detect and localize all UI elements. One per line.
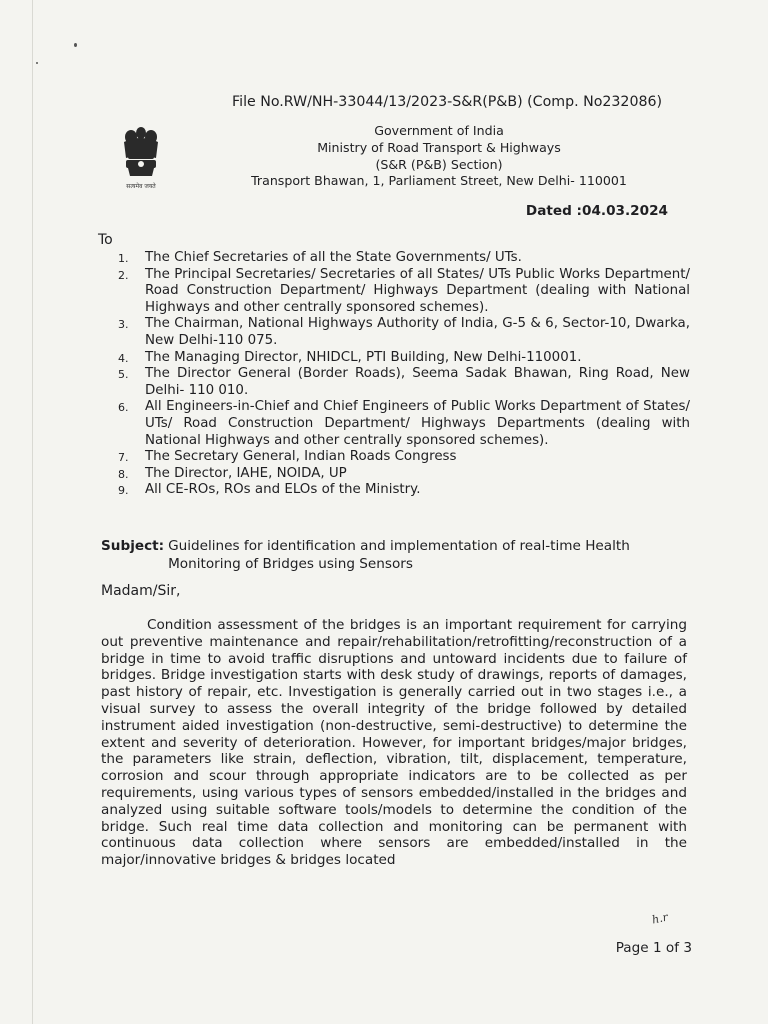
body-paragraph: Condition assessment of the bridges is an important requirement for carrying out preventive maintenance and repair/rehabilitation/retrofitting/reconstruction of a bridge in time to avoid traffic disruptions and untoward incidents due to failure of bridges. Bridge investigation starts with desk study of drawings, reports of damages, past history of repair, etc. Investigation is generally carried out in two stages i.e., a visual survey to assess the overall integrity of the bridge followed by detailed instrument aided investigation (non-destructive, semi-destructive) to determine the extent and severity of deterioration. However, for important bridges/major bridges, the parameters like strain, deflection, vibration, tilt, displacement, temperature, corrosion and scour through appropriate indicators are to be collected as per requirements, using various types of sensors embedded/installed in the bridges and analyzed using suitable software tools/models to determine the condition of the bridge. Such real time data collection and monitoring can be permanent with continuous data collection where sensors are embedded/installed in the major/innovative bridges & bridges located — [101, 617, 687, 869]
salutation: Madam/Sir, — [101, 583, 181, 599]
page-number: Page 1 of 3 — [615, 940, 692, 956]
handwritten-initials: h.r — [650, 910, 670, 927]
recipient-item — [118, 350, 690, 367]
subject-label: Subject: — [101, 538, 165, 554]
recipient-text: All Engineers-in-Chief and Chief Engineers of Public Works Department of States/ UTs/ Road Construction Department/ Highways Departments (dealing with National Highways and other centrally sponsored schemes). — [145, 399, 690, 448]
recipient-number: 4. — [118, 351, 129, 365]
recipient-item — [118, 466, 690, 483]
date-line: Dated :04.03.2024 — [525, 203, 668, 219]
recipient-list — [118, 250, 690, 499]
recipient-text: The Chief Secretaries of all the State Governments/ UTs. — [145, 250, 522, 265]
recipient-number: 2. — [118, 268, 129, 282]
scan-speck — [74, 43, 77, 47]
recipient-text: The Secretary General, Indian Roads Congress — [145, 449, 457, 465]
recipient-text: All CE-ROs, ROs and ELOs of the Ministry. — [145, 482, 421, 498]
recipient-text: The Chairman, National Highways Authority of India, G-5 & 6, Sector-10, Dwarka, New Delhi-110 075. — [145, 316, 690, 348]
recipient-text: The Director General (Border Roads), Seema Sadak Bhawan, Ring Road, New Delhi- 110 010. — [145, 366, 690, 398]
recipient-text: The Principal Secretaries/ Secretaries of all States/ UTs Public Works Department/ Road Construction Department/ Highways Department (dealing with National Highways and other centrally sponsored schemes). — [145, 266, 690, 315]
recipient-number: 7. — [118, 451, 129, 465]
recipient-item — [118, 399, 690, 449]
header-address: Transport Bhawan, 1, Parliament Street, New Delhi- 110001 — [251, 173, 627, 188]
recipient-number: 8. — [118, 467, 129, 481]
header-section: (S&R (P&B) Section) — [375, 157, 503, 172]
page-fold-line — [32, 0, 33, 1024]
recipient-number: 9. — [118, 484, 129, 498]
subject-text: Guidelines for identification and implementation of real-time Health Monitoring of Bridges using Sensors — [168, 538, 630, 572]
recipient-text: The Director, IAHE, NOIDA, UP — [145, 465, 347, 481]
recipient-text: The Managing Director, NHIDCL, PTI Building, New Delhi-110001. — [145, 349, 582, 365]
recipient-number: 1. — [118, 252, 129, 265]
scan-speck — [36, 62, 38, 64]
header-government: Government of India — [374, 123, 504, 138]
header-ministry: Ministry of Road Transport & Highways — [317, 140, 561, 155]
recipient-item — [118, 449, 690, 466]
recipient-item — [118, 316, 690, 349]
subject-line — [101, 537, 701, 573]
recipient-item — [118, 482, 690, 499]
recipient-item — [118, 267, 690, 317]
to-label: To — [98, 232, 113, 248]
recipient-item — [118, 366, 690, 399]
recipient-number: 3. — [118, 318, 129, 332]
recipient-number: 6. — [118, 401, 129, 415]
emblem-caption: सत्यमेव जयते — [126, 183, 156, 190]
national-emblem-icon — [110, 124, 172, 192]
recipient-number: 5. — [118, 368, 129, 382]
recipient-item — [118, 250, 690, 267]
file-number: File No.RW/NH-33044/13/2023-S&R(P&B) (Comp. No232086) — [232, 94, 663, 110]
